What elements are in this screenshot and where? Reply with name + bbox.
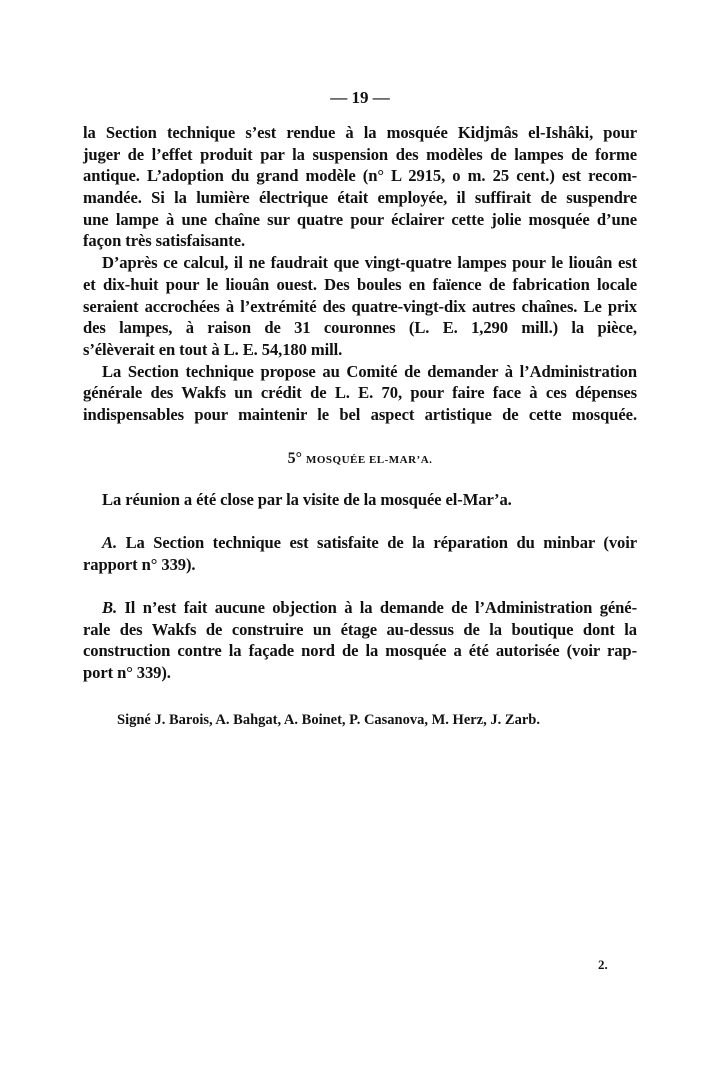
text-line: B. Il n’est fait aucune objection à la demande de l’Administration géné- [102, 598, 637, 617]
paragraph-1 [83, 122, 637, 426]
text-line: port n° 339). [83, 663, 171, 683]
item-b [83, 597, 637, 684]
page-number: — 19 — [330, 88, 390, 107]
text-line: la Section technique s’est rendue à la mosquée Kidjmâs el-Ishâki, pour [83, 123, 637, 142]
text-line: et dix-huit pour le liouân ouest. Des boules en faïence de fabrication locale [83, 274, 637, 294]
text-line: D’après ce calcul, il ne faudrait que vingt-quatre lampes pour le liouân est [102, 253, 637, 273]
heading-title: MOSQUÉE EL-MAR’A. [305, 454, 433, 466]
text-line: une lampe à une chaîne sur quatre pour éclairer cette jolie mosquée d’une [83, 209, 637, 229]
signature-mark: 2. [598, 957, 608, 972]
text-line: générale des Wakfs un crédit de L. E. 70, pour faire face à ces dépenses [83, 383, 637, 403]
text-line: s’élèverait en tout à L. E. 54,180 mill. [83, 339, 343, 359]
text-line: des lampes, à raison de 31 couronnes (L. E. 1,290 mill.) la pièce, [83, 318, 637, 338]
text-line: seraient accrochées à l’extrémité des quatre-vingt-dix autres chaînes. Le prix [83, 296, 637, 316]
signature-line: Signé J. Barois, A. Bahgat, A. Boinet, P. Casanova, M. Herz, J. Zarb. [117, 712, 540, 728]
text-line: construction contre la façade nord de la mosquée a été autorisée (voir rap- [83, 641, 637, 661]
text-line: indispensables pour maintenir le bel aspect artistique de cette mosquée. [83, 404, 637, 424]
text-line: rapport n° 339). [83, 554, 196, 574]
item-label: A. [102, 533, 118, 552]
text-line: antique. L’adoption du grand modèle (n° L 2915, o m. 25 cent.) est recom- [83, 166, 637, 186]
item-label: B. [102, 598, 118, 617]
text-line: mandée. Si la lumière électrique était employée, il suffirait de suspendre [83, 188, 637, 208]
text-line: rale des Wakfs de construire un étage au-dessus de la boutique dont la [83, 619, 637, 639]
paragraph-4 [83, 489, 637, 511]
text-line: A. La Section technique est satisfaite de la réparation du minbar (voir [102, 533, 637, 552]
text-line: La réunion a été close par la visite de la mosquée el-Mar’a. [102, 490, 512, 509]
text-line: La Section technique propose au Comité de demander à l’Administration [102, 361, 637, 381]
section-heading [0, 450, 720, 468]
text-line: juger de l’effet produit par la suspension des modèles de lampes de forme [83, 144, 637, 164]
heading-number: 5° [287, 450, 302, 467]
item-a [83, 532, 637, 575]
text-line: façon très satisfaisante. [83, 231, 246, 251]
